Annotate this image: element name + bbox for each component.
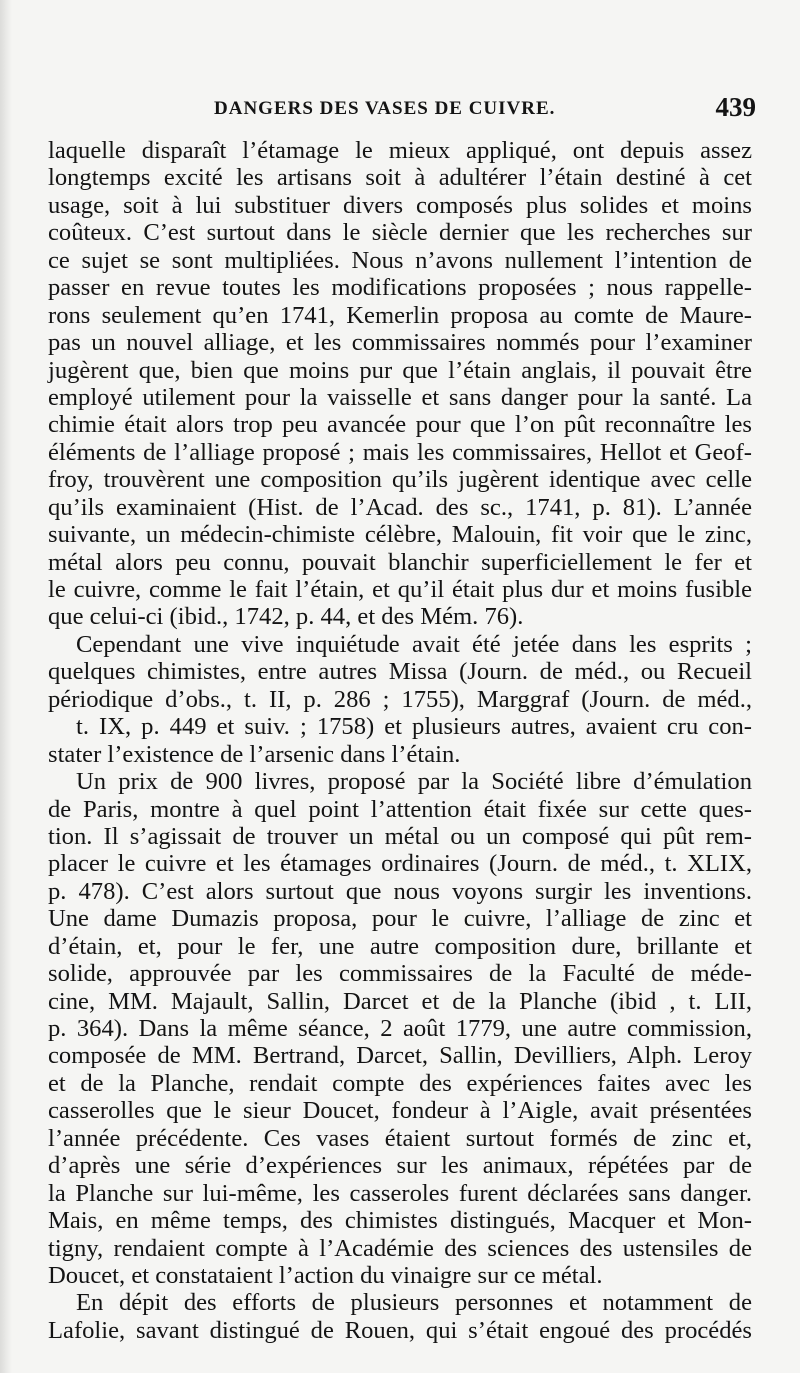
- text-line: casserolles que le sieur Doucet, fondeur à l’Aigle, avait présentées: [48, 1097, 752, 1125]
- text-line: laquelle disparaît l’étamage le mieux appliqué, ont depuis assez: [48, 137, 752, 164]
- text-line: périodique d’obs., t. II, p. 286 ; 1755), Marggraf (Journ. de méd.,: [48, 685, 752, 713]
- running-title: DANGERS DES VASES DE CUIVRE.: [214, 98, 556, 119]
- text-line: éléments de l’alliage proposé ; mais les commissaires, Hellot et Geof-: [48, 438, 752, 466]
- text-line: rons seulement qu’en 1741, Kemerlin proposa au comte de Maure-: [48, 301, 752, 329]
- text-line: longtemps excité les artisans soit à adultérer l’étain destiné à cet: [48, 164, 752, 192]
- text-line: cine, MM. Majault, Sallin, Darcet et de la Planche (ibid , t. LII,: [48, 987, 752, 1015]
- text-line: solide, approuvée par les commissaires de la Faculté de méde-: [48, 960, 752, 988]
- page-header: [48, 92, 756, 132]
- text-line: passer en revue toutes les modifications proposées ; nous rappelle-: [48, 274, 752, 302]
- text-line: tigny, rendaient compte à l’Académie des sciences des ustensiles de: [48, 1234, 752, 1262]
- text-line: jugèrent que, bien que moins pur que l’étain anglais, il pouvait être: [48, 356, 752, 384]
- text-line: composée de MM. Bertrand, Darcet, Sallin, Devilliers, Alph. Leroy: [48, 1042, 752, 1070]
- paragraph-end-line: que celui-ci (ibid., 1742, p. 44, et des Mém. 76).: [48, 603, 524, 631]
- text-line: usage, soit à lui substituer divers composés plus solides et moins: [48, 191, 752, 219]
- text-line: chimie était alors trop peu avancée pour que l’on pût reconnaître les: [48, 411, 752, 439]
- paragraph-start-line: En dépit des efforts de plusieurs personnes et notamment de: [76, 1289, 752, 1317]
- text-line: Lafolie, savant distingué de Rouen, qui s’était engoué des procédés: [48, 1316, 752, 1344]
- page-gutter-shadow: [0, 0, 12, 1373]
- body-text: [48, 137, 752, 1344]
- text-line: coûteux. C’est surtout dans le siècle dernier que les recherches sur: [48, 219, 752, 247]
- text-line: d’après une série d’expériences sur les animaux, répétées par de: [48, 1152, 752, 1180]
- paragraph-start-line: Cependant une vive inquiétude avait été jetée dans les esprits ;: [76, 630, 752, 658]
- text-line: employé utilement pour la vaisselle et sans danger pour la santé. La: [48, 383, 752, 411]
- text-line: placer le cuivre et les étamages ordinaires (Journ. de méd., t. XLIX,: [48, 850, 752, 878]
- text-line: p. 364). Dans la même séance, 2 août 1779, une autre commission,: [48, 1015, 752, 1042]
- paragraph-start-line: Un prix de 900 livres, proposé par la Société libre d’émulation: [76, 768, 752, 796]
- text-line: l’année précédente. Ces vases étaient surtout formés de zinc et,: [48, 1124, 752, 1152]
- text-line: p. 478). C’est alors surtout que nous voyons surgir les inventions.: [48, 877, 752, 905]
- text-line: Une dame Dumazis proposa, pour le cuivre, l’alliage de zinc et: [48, 905, 752, 933]
- text-line: Mais, en même temps, des chimistes distingués, Macquer et Mon-: [48, 1207, 752, 1235]
- text-line: t. IX, p. 449 et suiv. ; 1758) et plusieurs autres, avaient cru con-: [76, 713, 752, 741]
- page-number: 439: [715, 92, 756, 122]
- text-line: quelques chimistes, entre autres Missa (Journ. de méd., ou Recueil: [48, 658, 752, 686]
- text-line: tion. Il s’agissait de trouver un métal ou un composé qui pût rem-: [48, 822, 752, 850]
- text-line: métal alors peu connu, pouvait blanchir superficiellement le fer et: [48, 548, 752, 576]
- paragraph-end-line: stater l’existence de l’arsenic dans l’étain.: [48, 740, 461, 768]
- text-line: d’étain, et, pour le fer, une autre composition dure, brillante et: [48, 932, 752, 960]
- paragraph-end-line: Doucet, et constataient l’action du vinaigre sur ce métal.: [48, 1261, 603, 1289]
- text-line: froy, trouvèrent une composition qu’ils jugèrent identique avec celle: [48, 466, 752, 494]
- text-line: suivante, un médecin-chimiste célèbre, Malouin, fit voir que le zinc,: [48, 521, 752, 549]
- text-line: de Paris, montre à quel point l’attention était fixée sur cette ques-: [48, 795, 752, 823]
- text-line: qu’ils examinaient (Hist. de l’Acad. des sc., 1741, p. 81). L’année: [48, 493, 752, 521]
- text-line: pas un nouvel alliage, et les commissaires nommés pour l’examiner: [48, 329, 752, 357]
- text-line: et de la Planche, rendait compte des expériences faites avec les: [48, 1069, 752, 1097]
- text-line: le cuivre, comme le fait l’étain, et qu’il était plus dur et moins fusible: [48, 576, 752, 603]
- text-line: ce sujet se sont multipliées. Nous n’avons nullement l’intention de: [48, 246, 752, 274]
- text-line: la Planche sur lui-même, les casseroles furent déclarées sans danger.: [48, 1179, 752, 1207]
